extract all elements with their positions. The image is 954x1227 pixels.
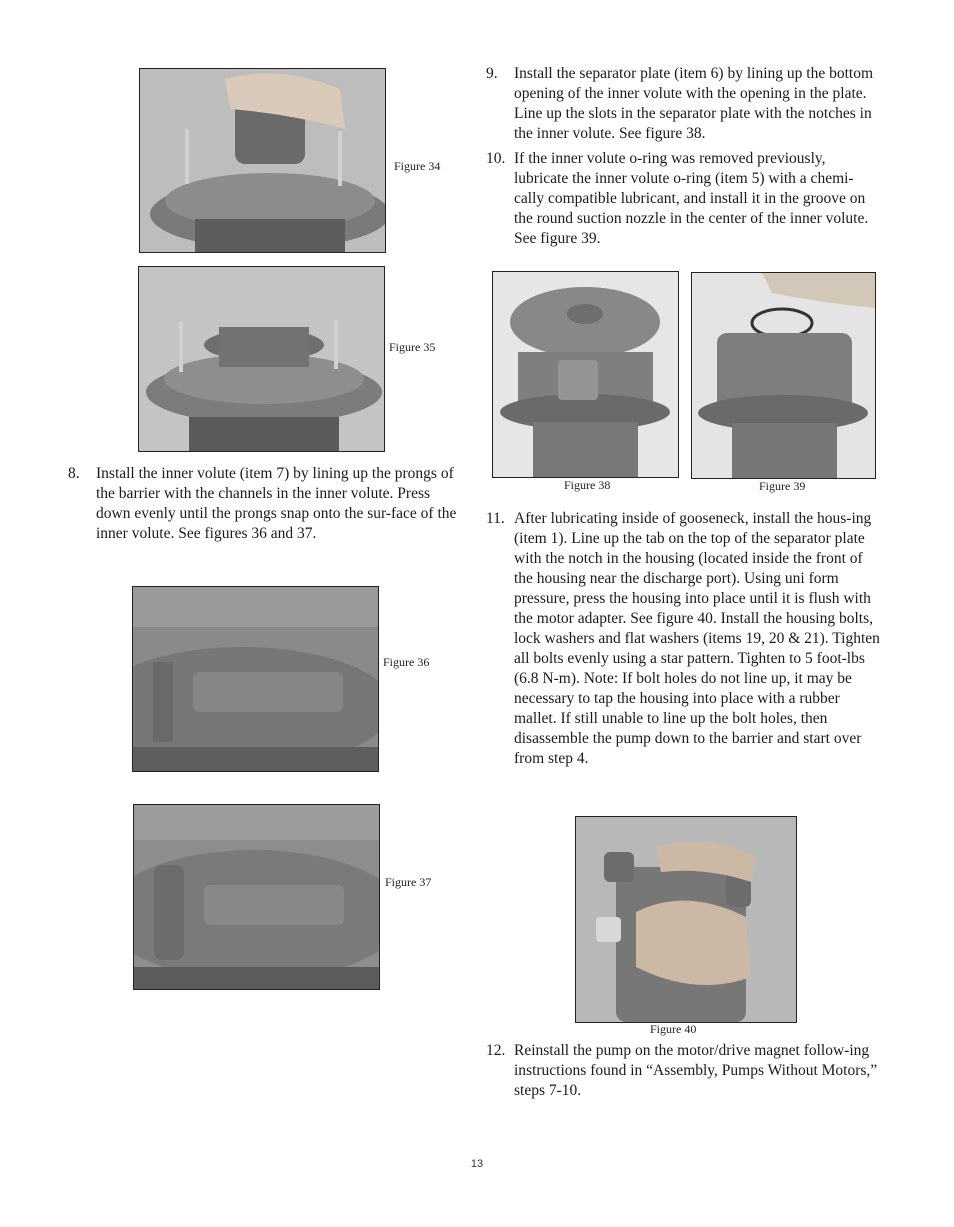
- step-10-number: 10.: [486, 150, 506, 167]
- step-9-number: 9.: [486, 65, 498, 82]
- step-11-number: 11.: [486, 510, 505, 527]
- figure-40-photo: [575, 816, 797, 1023]
- figure-37-photo: [133, 804, 380, 990]
- step-12-text: Reinstall the pump on the motor/drive magnet follow-ing instructions found in “Assembly, Pumps Without Motors,” steps 7-10.: [514, 1042, 878, 1099]
- inner-volute-snapped-photo-icon: [134, 805, 379, 989]
- step-8: [68, 464, 468, 544]
- figure-36-caption: Figure 36: [383, 655, 430, 669]
- figure-40-caption: Figure 40: [650, 1022, 697, 1036]
- figure-37-caption: Figure 37: [385, 875, 432, 889]
- pump-volute-seated-photo-icon: [139, 267, 384, 451]
- step-10: [486, 149, 882, 249]
- figure-38-photo: [492, 271, 679, 478]
- inner-volute-closeup-photo-icon: [133, 587, 378, 771]
- step-9-text: Install the separator plate (item 6) by lining up the bottom opening of the inner volute with the opening in the plate. Line up the slots in the separator plate with the notches in the inner volute. See figure 38.: [514, 65, 873, 142]
- figure-39-caption: Figure 39: [759, 479, 806, 493]
- separator-plate-photo-icon: [493, 272, 678, 477]
- step-11-text: After lubricating inside of gooseneck, install the hous-ing (item 1). Line up the tab on the top of the separator plate with the notch in the housing (located inside the front of the housing near the discharge port). Using uni form pressure, press the housing into place until it is flush with the motor adapter. See figure 40. Install the housing bolts, lock washers and flat washers (items 19, 20 & 21). Tighten all bolts evenly using a star pattern. Tighten to 5 foot-lbs (6.8 N-m). Note: If bolt holes do not line up, it may be necessary to tap the housing into place with a rubber mallet. If still unable to line up the bolt holes, then disassemble the pump down to the barrier and start over from step 4.: [514, 510, 880, 767]
- figure-35-photo: [138, 266, 385, 452]
- step-10-text: If the inner volute o-ring was removed previously, lubricate the inner volute o-ring (item 5) with a chemi-cally compatible lubricant, and install it in the groove on the round suction nozzle in the center of the inner volute. See figure 39.: [514, 150, 869, 247]
- figure-38-caption: Figure 38: [564, 478, 611, 492]
- figure-36-photo: [132, 586, 379, 772]
- step-12-number: 12.: [486, 1042, 506, 1059]
- figure-35-caption: Figure 35: [389, 340, 436, 354]
- step-9: [486, 64, 882, 144]
- step-8-number: 8.: [68, 465, 80, 482]
- figure-34-caption: Figure 34: [394, 159, 441, 173]
- page-number: 13: [470, 1158, 484, 1170]
- step-8-text: Install the inner volute (item 7) by lining up the prongs of the barrier with the channels in the inner volute. Press down evenly until the prongs snap onto the sur-face of the inner volute. See figures 36 and 37.: [96, 465, 457, 542]
- step-12: [486, 1041, 882, 1101]
- housing-install-photo-icon: [576, 817, 796, 1022]
- step-11: [486, 509, 882, 769]
- pump-inner-volute-photo-icon: [140, 69, 385, 252]
- o-ring-install-photo-icon: [692, 273, 875, 478]
- figure-39-photo: [691, 272, 876, 479]
- figure-34-photo: [139, 68, 386, 253]
